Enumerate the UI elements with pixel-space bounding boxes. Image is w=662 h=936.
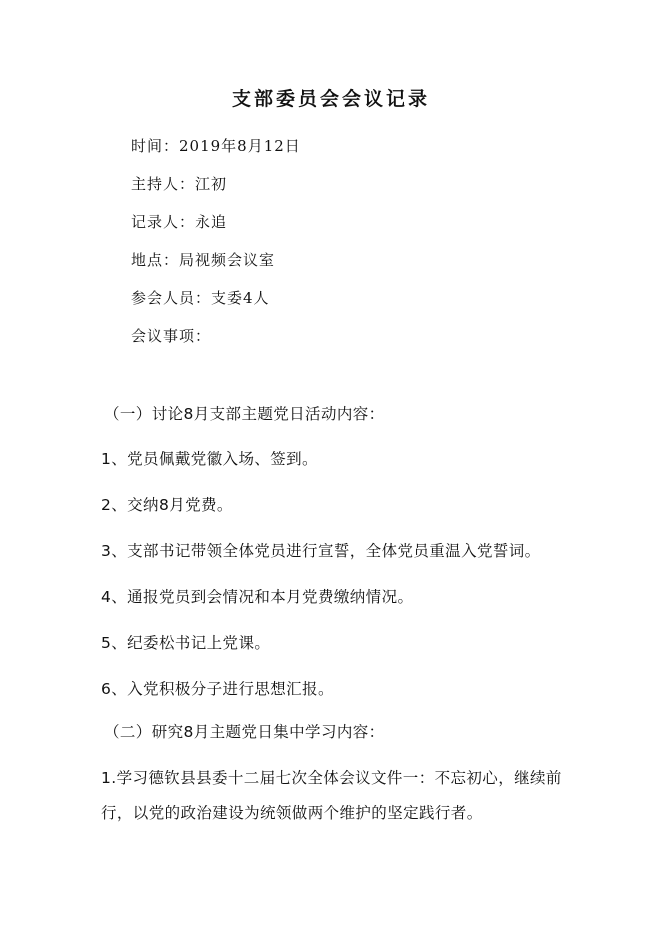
list-item: 2、交纳8月党费。 xyxy=(101,496,233,514)
meeting-time: 时间：2019年8月12日 xyxy=(131,137,301,155)
list-item-line: 1.学习德钦县县委十二届七次全体会议文件一：不忘初心，继续前 xyxy=(101,769,562,787)
list-item: 1、党员佩戴党徽入场、签到。 xyxy=(101,450,318,468)
meeting-host: 主持人：江初 xyxy=(131,175,228,193)
list-item: 6、入党积极分子进行思想汇报。 xyxy=(101,680,334,698)
list-item-line: 行，以党的政治建设为统领做两个维护的坚定践行者。 xyxy=(101,804,483,822)
section-heading-1: （一）讨论8月支部主题党日活动内容： xyxy=(104,405,385,423)
document-title: 支部委员会会议记录 xyxy=(231,88,430,110)
meeting-attendees: 参会人员：支委4人 xyxy=(131,289,270,307)
agenda-label: 会议事项： xyxy=(131,327,212,345)
list-item: 5、纪委松书记上党课。 xyxy=(101,634,271,652)
meeting-recorder: 记录人：永追 xyxy=(131,213,228,231)
list-item: 4、通报党员到会情况和本月党费缴纳情况。 xyxy=(101,588,414,606)
list-item: 3、支部书记带领全体党员进行宣誓，全体党员重温入党誓词。 xyxy=(101,542,541,560)
section-heading-2: （二）研究8月主题党日集中学习内容： xyxy=(104,723,385,741)
meeting-location: 地点：局视频会议室 xyxy=(131,251,276,269)
